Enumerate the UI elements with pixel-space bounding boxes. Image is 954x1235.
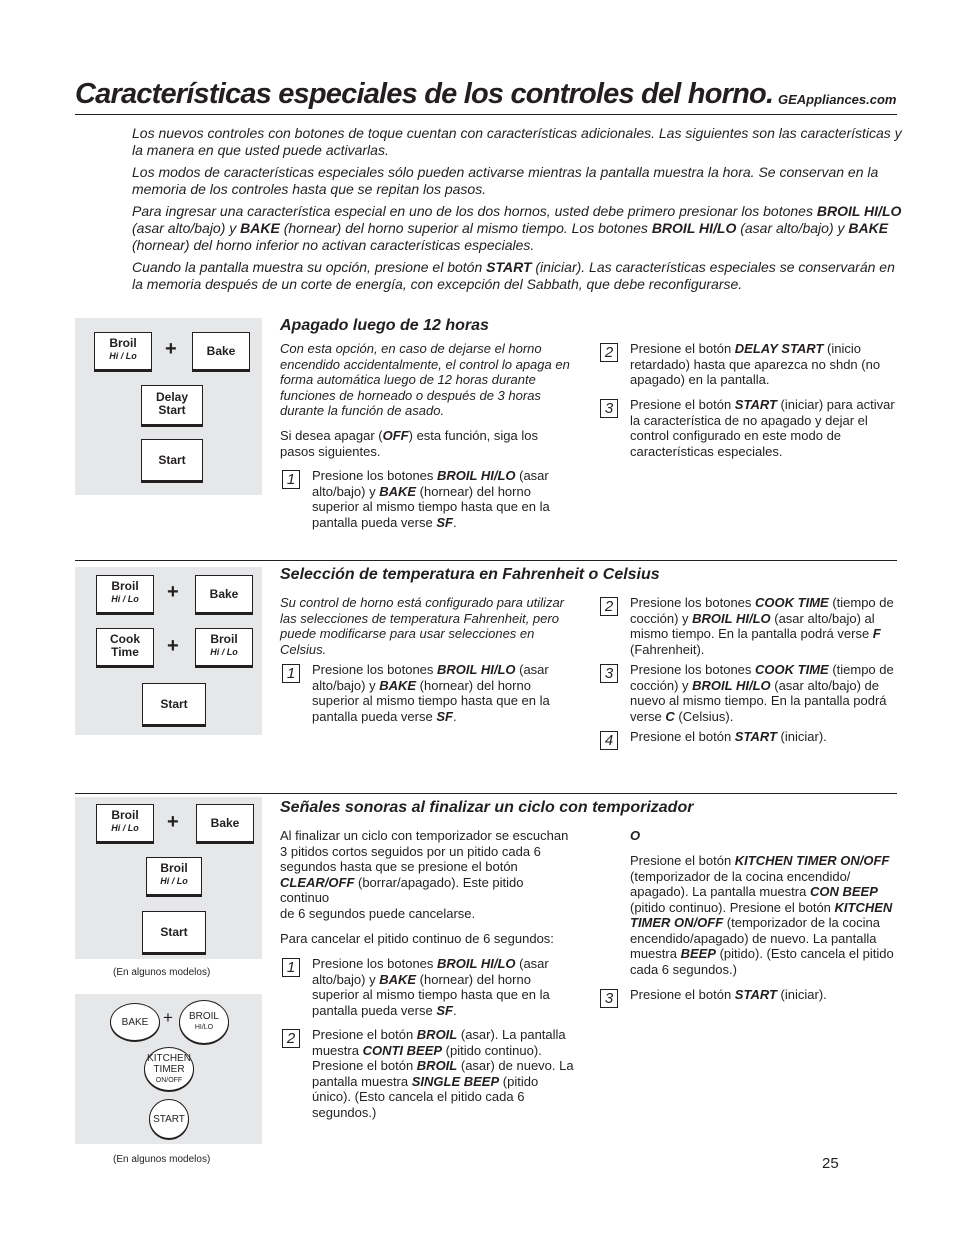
- step-number: 2: [600, 343, 618, 362]
- intro-p3: Para ingresar una característica especial en uno de los dos hornos, usted debe primero presionar los botones BROIL HI/LO (asar alto/bajo) y BAKE (hornear) del horno superior al mismo tiempo. Los botones BROIL HI/LO (asar alto/bajo) y BAKE (hornear) del horno inferior no activan características especiales.: [132, 203, 902, 253]
- delay-start-button: Delay Start: [141, 385, 203, 425]
- cook-time-button: Cook Time: [96, 628, 154, 666]
- section3-alternative: Presione el botón KITCHEN TIMER ON/OFF (temporizador de la cocina encendido/ apagado). La pantalla muestra CON BEEP (pitido continuo). Presione el botón KITCHEN TIMER ON/OFF (temporizador de la cocina encendido/apagado) de nuevo. La pantalla muestra BEEP (pitido). (Esto cancela el pitido cada 6 segundos.): [630, 853, 894, 977]
- step-number: 3: [600, 664, 618, 683]
- step-number: 1: [282, 664, 300, 683]
- step-number: 3: [600, 989, 618, 1008]
- broil-hilo-button: Broil Hi / Lo: [96, 804, 154, 842]
- kitchen-timer-round-button: KITCHEN TIMER ON/OFF: [144, 1047, 194, 1091]
- plus-sign: +: [167, 811, 179, 833]
- section2-step-3: 3 Presione los botones COOK TIME (tiempo de cocción) y BROIL HI/LO (asar alto/bajo) de nuevo al mismo tiempo. En la pantalla podrá verse C (Celsius).: [600, 662, 896, 724]
- caption-some-models: (En algunos modelos): [113, 1154, 211, 1165]
- broil-hilo-round-button: BROIL HI/LO: [179, 1000, 229, 1044]
- bake-button: Bake: [196, 804, 254, 842]
- step-number: 1: [282, 470, 300, 489]
- bake-round-button: BAKE: [110, 1003, 160, 1041]
- intro-p4: Cuando la pantalla muestra su opción, presione el botón START (iniciar). Las características especiales se conservarán en la memoria después de un corte de energía, con excepción del Sabbath, que debe reconfigurarse.: [132, 259, 895, 292]
- plus-sign: +: [163, 1008, 173, 1027]
- section2-step-2: 2 Presione los botones COOK TIME (tiempo de cocción) y BROIL HI/LO (asar alto/bajo) al mismo tiempo. En la pantalla podrá verse F (Fahrenheit).: [600, 595, 896, 657]
- broil-hilo-button: Broil Hi / Lo: [96, 575, 154, 613]
- section2-step-4: 4 Presione el botón START (iniciar).: [600, 729, 896, 745]
- header-rule: [75, 114, 897, 115]
- step-number: 2: [282, 1029, 300, 1048]
- intro-text: [132, 125, 902, 298]
- section1-description: Con esta opción, en caso de dejarse el horno encendido accidentalmente, el control lo apaga en forma automática luego de 12 horas durante funciones de horneado o después de 3 horas durante la función de asado.: [280, 341, 570, 418]
- broil-hilo-button: Broil Hi / Lo: [146, 857, 202, 895]
- plus-sign: +: [167, 581, 179, 603]
- page-title: Características especiales de los controles del horno.: [75, 78, 774, 110]
- section1-step-1: 1 Presione los botones BROIL HI/LO (asar alto/bajo) y BAKE (hornear) del horno superior al mismo tiempo hasta que en la pantalla pueda verse SF.: [282, 468, 572, 530]
- section1-button-panel: [75, 318, 262, 495]
- plus-sign: +: [167, 635, 179, 657]
- section3-description: Al finalizar un ciclo con temporizador se escuchan 3 pitidos cortos seguidos por un pitido cada 6 segundos hasta que se presione el botón CLEAR/OFF (borrar/apagado). Este pitido continuo de 6 segundos puede cancelarse.: [280, 828, 569, 921]
- section3-cancel-instruction: Para cancelar el pitido continuo de 6 segundos:: [280, 931, 554, 946]
- section1-step-2: 2 Presione el botón DELAY START (inicio retardado) hasta que aparezca no shdn (no apagado) en la pantalla.: [600, 341, 896, 388]
- section3-title: Señales sonoras al finalizar un ciclo con temporizador: [280, 799, 694, 816]
- section1-rule: [75, 560, 897, 561]
- start-button: Start: [142, 683, 206, 725]
- section3-step-2: 2 Presione el botón BROIL (asar). La pantalla muestra CONTI BEEP (pitido continuo). Presione el botón BROIL (asar) de nuevo. La pantalla muestra SINGLE BEEP (pitido único). (Esto cancela el pitido cada 6 segundos.): [282, 1027, 574, 1120]
- or-separator: O: [630, 828, 641, 843]
- section1-title: Apagado luego de 12 horas: [280, 317, 489, 334]
- section2-button-panel: [75, 567, 262, 735]
- step-number: 3: [600, 399, 618, 418]
- section2-title: Selección de temperatura en Fahrenheit o Celsius: [280, 566, 660, 583]
- bake-button: Bake: [192, 332, 250, 370]
- plus-sign: +: [165, 338, 177, 360]
- intro-p1: Los nuevos controles con botones de toque cuentan con características adicionales. Las siguientes son las características y la manera en que usted puede activarlas.: [132, 125, 902, 158]
- start-button: Start: [142, 911, 206, 953]
- section3-button-panel: [75, 797, 262, 959]
- section3-step-1: 1 Presione los botones BROIL HI/LO (asar alto/bajo) y BAKE (hornear) del horno superior al mismo tiempo hasta que en la pantalla pueda verse SF.: [282, 956, 574, 1018]
- bake-button: Bake: [195, 575, 253, 613]
- start-button: Start: [141, 439, 203, 481]
- step-number: 2: [600, 597, 618, 616]
- caption-some-models: (En algunos modelos): [113, 967, 211, 978]
- intro-p2: Los modos de características especiales sólo pueden activarse mientras la pantalla muestra la hora. Se conservan en la memoria de los controles hasta que se repitan los pasos.: [132, 164, 879, 197]
- section2-description: Su control de horno está configurado para utilizar las selecciones de temperatura Fahrenheit, pero puede modificarse para usar selecciones en Celsius.: [280, 595, 565, 657]
- section3-step-3: 3 Presione el botón START (iniciar).: [600, 987, 896, 1003]
- step-number: 1: [282, 958, 300, 977]
- section1-off-instruction: Si desea apagar (OFF) esta función, siga los pasos siguientes.: [280, 428, 538, 459]
- website-label: GEAppliances.com: [778, 92, 897, 107]
- section1-step-3: 3 Presione el botón START (iniciar) para activar la característica de no apagado y dejar el control configurado en este modo de características especiales.: [600, 397, 896, 459]
- broil-hilo-button: Broil Hi / Lo: [195, 628, 253, 666]
- page-number: 25: [822, 1155, 839, 1172]
- section3-round-button-panel: [75, 994, 262, 1144]
- section2-step-1: 1 Presione los botones BROIL HI/LO (asar alto/bajo) y BAKE (hornear) del horno superior al mismo tiempo hasta que en la pantalla pueda verse SF.: [282, 662, 574, 724]
- start-round-button: START: [149, 1099, 189, 1139]
- broil-hilo-button: Broil Hi / Lo: [94, 332, 152, 370]
- step-number: 4: [600, 731, 618, 750]
- section2-rule: [75, 793, 897, 794]
